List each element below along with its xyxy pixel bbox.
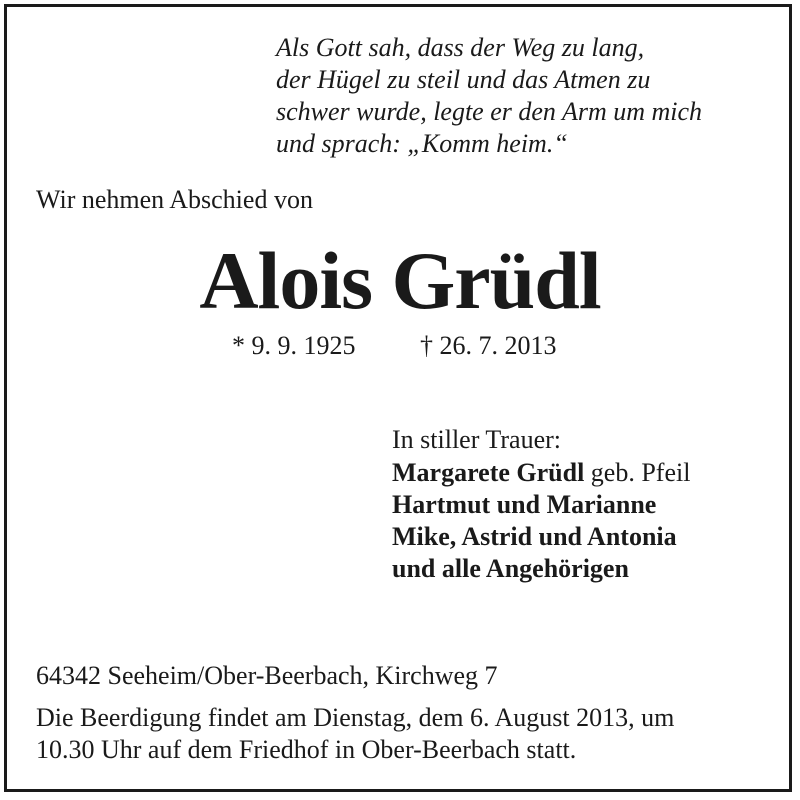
- deceased-name: Alois Grüdl: [199, 235, 601, 326]
- poem-line: Als Gott sah, dass der Weg zu lang,: [276, 33, 645, 62]
- mourner-line: und alle Angehörigen: [392, 554, 629, 583]
- birth-date: * 9. 9. 1925: [232, 331, 356, 360]
- funeral-info: [36, 702, 776, 766]
- address-line: 64342 Seeheim/Ober-Beerbach, Kirchweg 7: [36, 661, 498, 690]
- mourner-line: [392, 457, 690, 489]
- mourner-line: Hartmut und Marianne: [392, 490, 657, 519]
- mourners-heading: In stiller Trauer:: [392, 425, 561, 454]
- poem-line: schwer wurde, legte er den Arm um mich: [276, 97, 703, 126]
- mourner-name: Margarete Grüdl: [392, 458, 585, 487]
- intro-text: Wir nehmen Abschied von: [36, 185, 313, 214]
- death-date: † 26. 7. 2013: [420, 331, 557, 360]
- mourners-block: [392, 424, 690, 585]
- poem-line: der Hügel zu steil und das Atmen zu: [276, 65, 651, 94]
- poem-line: und sprach: „Komm heim.“: [276, 129, 568, 158]
- funeral-line: Die Beerdigung findet am Dienstag, dem 6. August 2013, um: [36, 703, 675, 732]
- funeral-line: 10.30 Uhr auf dem Friedhof in Ober-Beerbach statt.: [36, 735, 577, 764]
- mourner-line: Mike, Astrid und Antonia: [392, 522, 677, 551]
- poem-block: [276, 32, 776, 160]
- mourner-maiden-name: geb. Pfeil: [584, 458, 691, 487]
